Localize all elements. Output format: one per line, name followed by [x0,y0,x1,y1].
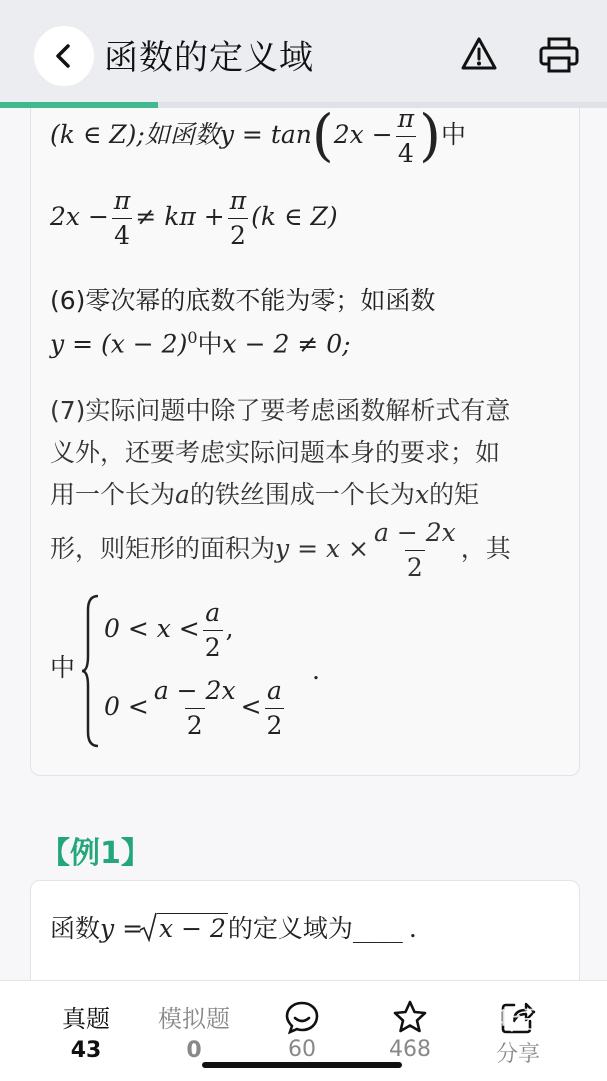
item7-zhong: 中 [50,653,76,682]
sqrt-expression: x − 2 [157,913,228,944]
tab-mock-exams[interactable]: 模拟题 0 [158,1005,230,1063]
comment-button[interactable]: 60 [252,981,352,1062]
item7-line1: (7)实际问题中除了要考虑函数解析式有意 [50,396,511,425]
case-2: 0 < $\frac{a - 2x}{2}$ < $\frac{a}{2}$ [104,676,283,740]
item6-text: (6)零次幂的底数不能为零；如函数 [50,286,436,315]
warning-icon [460,36,498,72]
example-question: 函数y = x − 2的定义域为____ . [50,914,417,943]
formula-line-condition: 2x − $\frac{\pi}{4}$ ≠ kπ + $\frac{\pi}{2}$ (k ∈ Z) [50,186,338,250]
formula-line-tan: (k ∈ Z);如函数y = tan(2x − $\frac{\pi}{4}$ )中 [50,108,466,169]
item6-formula: $y = (x - 2)^0$中x − 2 ≠ 0; [50,328,351,359]
home-indicator [202,1062,402,1068]
watermark-logo: 叶子 [450,1000,547,1045]
star-icon [392,999,428,1035]
left-brace [80,594,100,748]
page-title: 函数的定义域 [104,38,314,78]
back-button[interactable] [34,26,94,86]
item7-line2: 义外，还要考虑实际问题本身的要求；如 [50,438,501,467]
share-button[interactable]: 分享 [468,981,568,1068]
favorite-button[interactable]: 468 [360,981,460,1062]
top-bar [0,0,607,108]
chevron-left-icon [53,43,75,69]
case-1: 0 < x < $\frac{a}{2}$ , [104,598,234,662]
cases-period: . [312,656,320,685]
tab-real-exams[interactable]: 真题 43 [62,1005,110,1063]
print-button[interactable] [538,36,580,78]
content-area[interactable] [0,108,607,980]
example-label: 【例1】 [40,836,151,871]
printer-icon [538,36,580,74]
item7-line4: 形，则矩形的面积为y = x × $\frac{a - 2x}{2}$ ，其 [50,518,511,582]
comment-icon [284,999,320,1035]
item7-line3: 用一个长为a的铁丝围成一个长为x的矩 [50,480,480,509]
report-button[interactable] [460,36,498,76]
